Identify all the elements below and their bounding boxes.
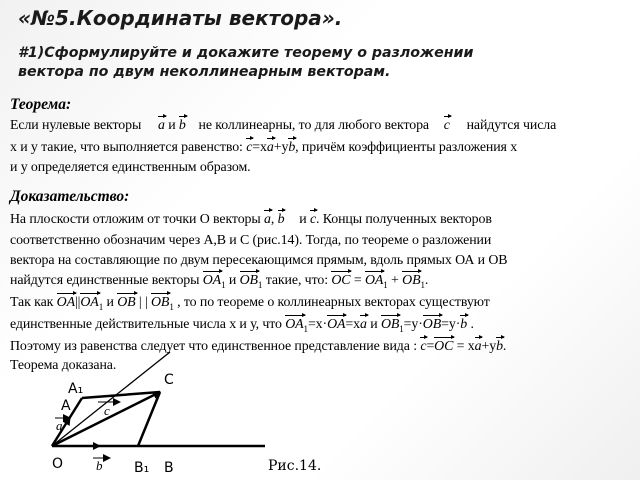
vector-b: b: [178, 118, 186, 133]
text: Так как: [10, 295, 54, 310]
vector-OA: OA: [285, 317, 304, 332]
point-O-label: O: [52, 456, 64, 472]
text: .: [502, 339, 507, 354]
vector-OB: OB: [380, 317, 400, 332]
subscript: 1: [169, 301, 174, 312]
vector-b: b: [460, 317, 468, 332]
task-line-1: #1)Сформулируйте и докажите теорему о разложении: [18, 45, 474, 61]
vector-c-label: c: [104, 403, 110, 418]
text: , то по теореме о коллинеарных векторах существуют: [177, 295, 490, 310]
vector-OC: OC: [331, 273, 351, 288]
text: .: [470, 317, 474, 332]
vector-OA: OA: [364, 273, 384, 288]
text: =x: [252, 140, 267, 155]
text: найдутся числа: [466, 118, 557, 133]
vector-c: c: [309, 212, 317, 227]
vector-a: a: [474, 339, 482, 354]
vector-a: a: [359, 317, 367, 332]
proof-line-2: соответственно обозначим через А,В и С (рис.14). Тогда, по теореме о разложении: [10, 233, 492, 248]
vector-OB: OB: [422, 317, 442, 332]
text: ||: [74, 295, 81, 310]
vector-OB: OB: [151, 295, 170, 310]
text: и: [299, 212, 307, 227]
text: , причём коэффициенты разложения х: [295, 140, 518, 155]
text: .: [424, 273, 429, 288]
text: +y: [273, 140, 289, 155]
subscript: 1: [420, 279, 425, 290]
proof-heading: Доказательство:: [10, 188, 130, 205]
subscript: 1: [383, 279, 388, 290]
subscript: 1: [257, 279, 263, 290]
text: и: [168, 118, 176, 133]
vector-c: c: [443, 118, 450, 133]
text: . Концы полученных векторов: [316, 212, 492, 227]
text: х и у такие, что выполняется равенство:: [10, 140, 243, 155]
text: и: [106, 295, 114, 310]
text: и: [228, 273, 237, 288]
point-C-label: C: [164, 372, 174, 388]
vector-OA: OA: [80, 295, 99, 310]
subscript: 1: [221, 279, 226, 290]
vector-a-label: a: [56, 418, 63, 433]
vector-b-label: b: [96, 458, 103, 473]
text: Поэтому из равенства следует что единственное представление вида :: [10, 339, 417, 354]
point-A-label: A: [61, 398, 71, 414]
vector-a: a: [266, 140, 274, 155]
figure-caption: Рис.14.: [268, 458, 322, 474]
text: На плоскости отложим от точки О векторы: [10, 212, 261, 227]
proof-line-3: вектора на составляющие по двум пересекающимся прямым, вдоль прямых ОА и ОВ: [10, 253, 508, 268]
text: и: [370, 317, 378, 332]
task-line-2: вектора по двум неколлинеарным векторам.: [18, 64, 391, 80]
vector-a: a: [264, 212, 271, 227]
text: =x: [345, 317, 360, 332]
vector-c: c: [246, 140, 253, 155]
vector-c: c: [420, 339, 427, 354]
text: =y·: [403, 317, 423, 332]
vector-b: b: [288, 140, 296, 155]
subscript: 1: [98, 301, 104, 312]
proof-line-8: Теорема доказана.: [10, 358, 117, 373]
text: | |: [138, 295, 148, 310]
theorem-line-3: и у определяется единственным образом.: [10, 160, 251, 175]
text: =: [353, 273, 362, 288]
text: +: [391, 273, 399, 288]
text: ,: [270, 212, 275, 227]
text: =y·: [441, 317, 461, 332]
text: +y: [481, 339, 497, 354]
vector-b: b: [277, 212, 285, 227]
vector-OA: OA: [327, 317, 346, 332]
vector-OB: OB: [402, 273, 421, 288]
vector-OB: OB: [239, 273, 258, 288]
vector-b: b: [496, 339, 503, 354]
text: такие, что:: [265, 273, 328, 288]
vector-OB: OB: [117, 295, 136, 310]
point-A1-label: A₁: [68, 381, 84, 397]
text: найдутся единственные векторы: [10, 273, 200, 288]
point-B-label: B: [164, 460, 174, 476]
vector-a: a: [157, 118, 165, 133]
text: = x: [456, 339, 475, 354]
vector-OC: OC: [434, 339, 454, 354]
page-title: «№5.Координаты вектора».: [18, 6, 343, 30]
vector-OA: OA: [56, 295, 75, 310]
subscript: 1: [399, 323, 404, 334]
text: единственные действительные числа х и у, что: [10, 317, 282, 332]
vector-OA: OA: [202, 273, 222, 288]
point-B1-label: B₁: [134, 460, 150, 476]
theorem-heading: Теорема:: [10, 96, 72, 113]
subscript: 1: [303, 323, 308, 334]
text: не коллинеарны, то для любого вектора: [198, 118, 429, 133]
text: Если нулевые векторы: [10, 118, 142, 133]
text: =x·: [307, 317, 328, 332]
text: =: [426, 339, 435, 354]
